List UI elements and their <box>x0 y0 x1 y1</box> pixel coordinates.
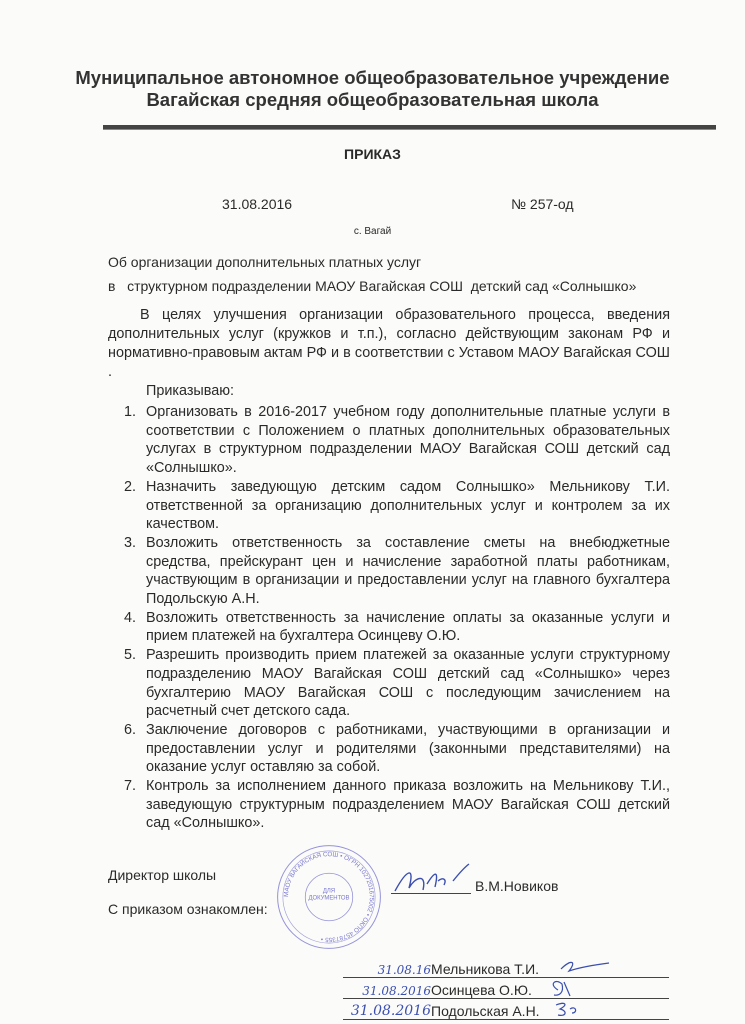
official-stamp <box>273 841 385 953</box>
ack-row <box>343 999 669 1020</box>
item-text: Организовать в 2016-2017 учебном году дополнительные платные услуги в соответствии с Положением о платных дополнительных образовательных услугах в структурном подразделении МАОУ Вагайская СОШ детский сад «Солнышко». <box>146 404 670 477</box>
ack-signature-line <box>532 978 669 998</box>
signature-labels <box>108 841 273 921</box>
subject-line2: в структурном подразделении МАОУ Вагайская СОШ детский сад «Солнышко» <box>108 278 637 294</box>
signature-position: Директор школы <box>108 867 217 884</box>
ack-signature <box>550 999 590 1019</box>
order-item <box>124 478 670 534</box>
ack-date: 31.08.16 <box>377 963 431 978</box>
acknowledged-label: С приказом ознакомлен: <box>108 901 268 918</box>
item-text: Назначить заведующую детским садом Солнышко» Мельникову Т.И. ответственной за организацию дополнительных услуг и контролем за их качеством. <box>146 478 670 533</box>
ack-signature <box>551 957 611 977</box>
document-title: ПРИКАЗ <box>344 146 401 162</box>
ack-date: 31.08.2016 <box>362 984 431 999</box>
ack-row <box>343 957 669 978</box>
order-item <box>124 403 670 478</box>
item-number: 3. <box>124 534 137 551</box>
item-text: Контроль за исполнением данного приказа возложить на Мельникову Т.И., заведующую структурным подразделением МАОУ Вагайская СОШ детский сад «Солнышко». <box>146 778 670 832</box>
ack-name: Осинцева О.Ю. <box>431 982 532 999</box>
subject-line1: Об организации дополнительных платных услуг <box>108 254 422 270</box>
ack-signature-line <box>540 999 669 1019</box>
signature-name: В.М.Новиков <box>475 878 559 895</box>
order-date: 31.08.2016 <box>222 196 293 212</box>
org-name-line2: Вагайская средняя общеобразовательная школа <box>146 89 599 110</box>
item-number: 5. <box>124 647 137 664</box>
document-body <box>108 250 670 1020</box>
ack-name: Подольская А.Н. <box>431 1003 540 1020</box>
ack-name: Мельникова Т.И. <box>431 961 540 978</box>
item-text: Заключение договоров с работниками, участвующими в организации и предоставлении услуг и родителями (законными представителями) на оказание услуг оставляю за собой. <box>146 721 670 776</box>
header-divider <box>103 125 716 130</box>
item-number: 7. <box>124 778 137 795</box>
order-item <box>124 721 670 777</box>
ack-date: 31.08.2016 <box>350 1003 431 1020</box>
acknowledgement-list <box>343 957 669 1020</box>
signature-block <box>108 841 670 953</box>
stamp-center-text: ДЛЯ ДОКУМЕНТОВ <box>308 887 350 902</box>
order-number: № 257-од <box>511 196 574 212</box>
ack-row <box>343 978 669 999</box>
item-text: Возложить ответственность за начисление оплаты за оказанные услуги и прием платежей на бухгалтера Осинцеву О.Ю. <box>146 609 670 645</box>
stamp-ring-text: МАОУ ВАГАЙСКАЯ СОШ • ОГРН 1027201675002 • ОКПО 45787355 • <box>283 851 375 944</box>
item-number: 6. <box>124 721 137 738</box>
preamble: В целях улучшения организации образовательного процесса, введения дополнительных услуг (кружков и т.п.), согласно действующим законам РФ и нормативно-правовым актам РФ и в соответствии с Уставом МАОУ Вагайская СОШ . <box>108 307 670 380</box>
signature-line <box>391 863 471 894</box>
order-place: с. Вагай <box>353 226 392 237</box>
item-number: 2. <box>124 478 137 495</box>
org-name-line1: Муниципальное автономное общеобразовательное учреждение <box>75 67 670 88</box>
order-item <box>124 534 670 609</box>
order-item <box>124 609 670 646</box>
order-subject <box>108 250 670 298</box>
item-text: Разрешить производить прием платежей за оказанные услуги структурному подразделению МАОУ Вагайская СОШ детский сад «Солнышко» через бухгалтерию МАОУ Вагайская СОШ с последующим зачислением на расчетный счет детского сада. <box>146 647 670 720</box>
item-number: 4. <box>124 609 137 626</box>
ack-signature-line <box>539 957 669 977</box>
order-items <box>124 403 670 833</box>
director-signature-area <box>391 863 558 894</box>
director-signature <box>391 863 471 893</box>
order-word: Приказываю: <box>146 383 235 399</box>
order-item <box>124 646 670 721</box>
item-text: Возложить ответственность за составление сметы на внебюджетные средства, прейскурант цен и начисление заработной платы работникам, участвующим в организации и предоставлении услуг на главного бухгалтера Подольскую А.Н. <box>146 534 670 608</box>
ack-signature <box>544 978 584 998</box>
order-item <box>124 777 670 833</box>
item-number: 1. <box>124 404 137 420</box>
